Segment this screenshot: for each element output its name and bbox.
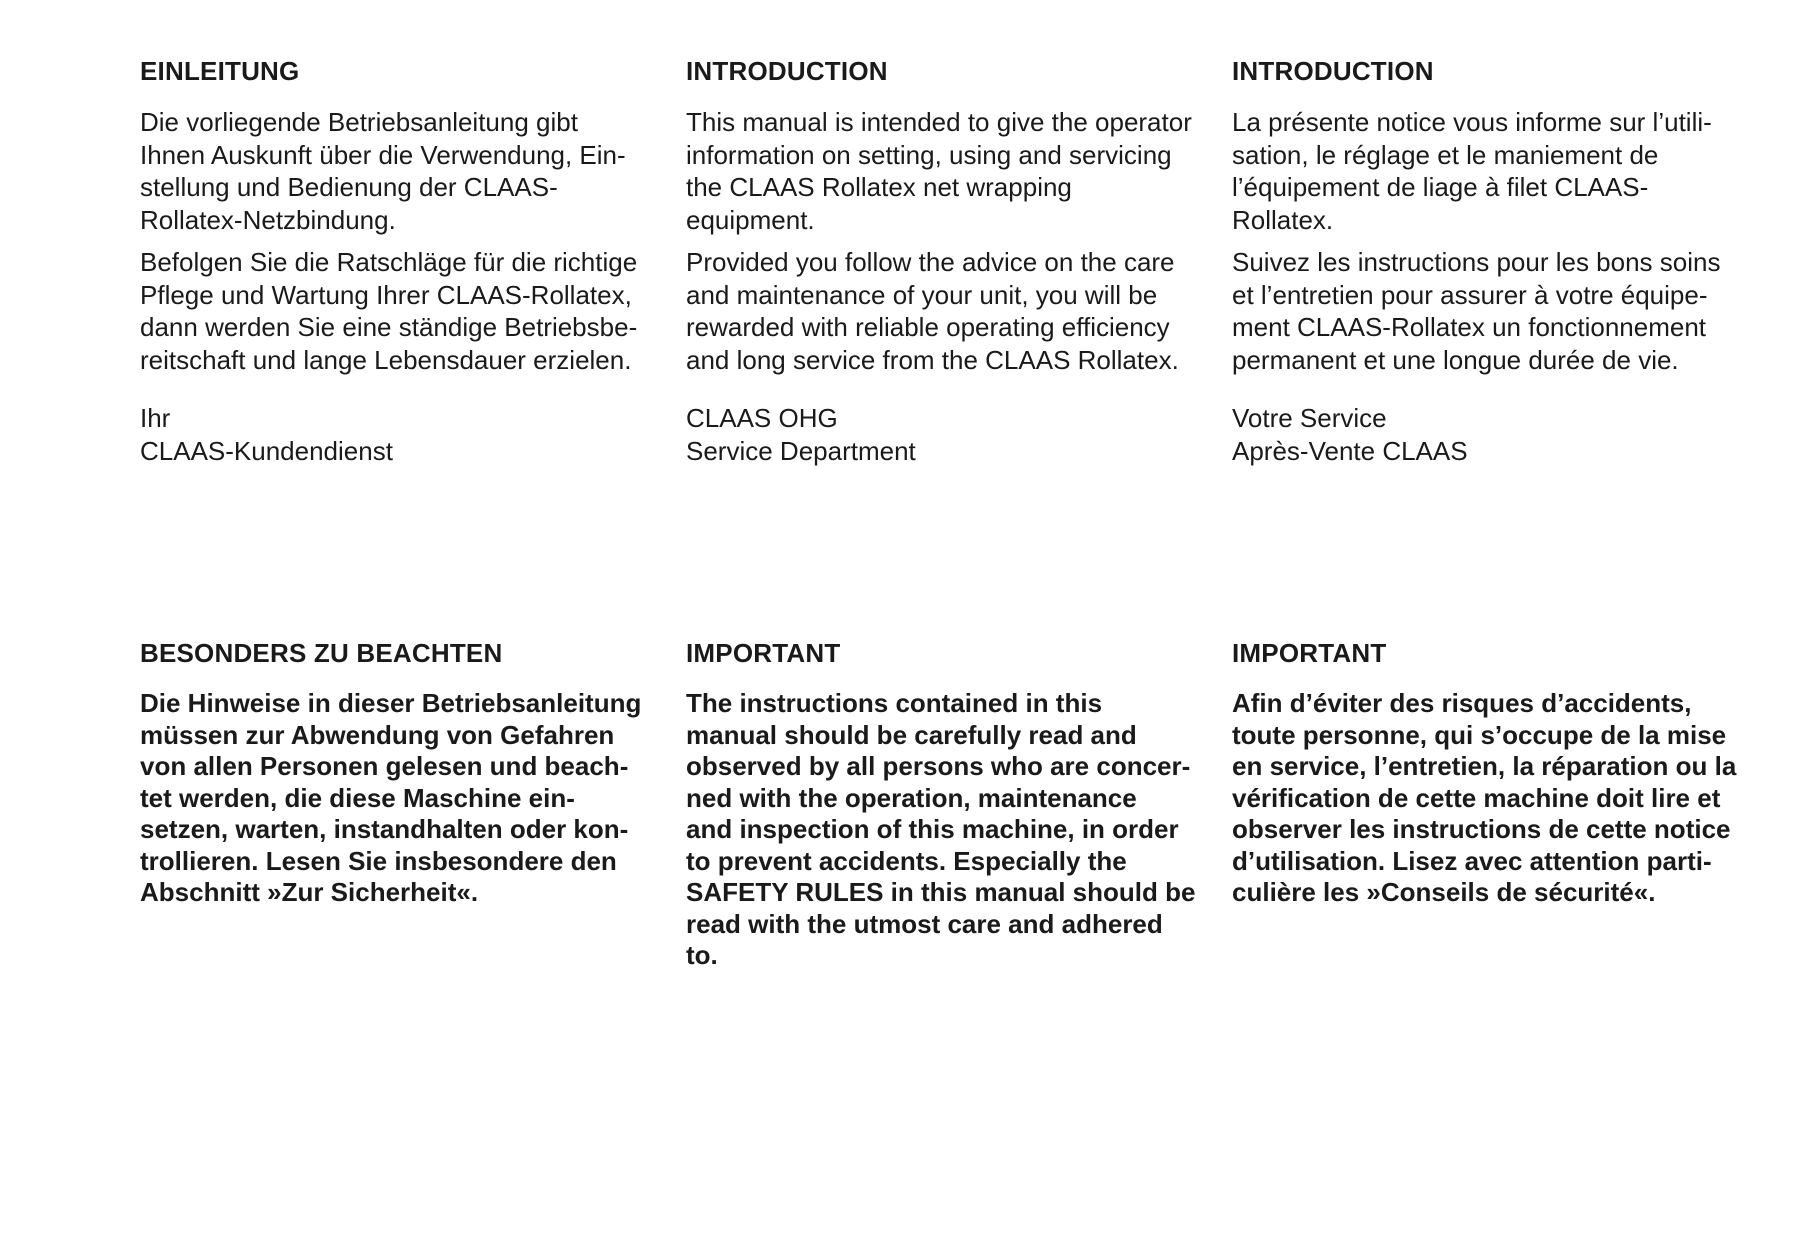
important-french xyxy=(1232,636,1752,909)
intro-signoff: CLAAS OHG Service Department xyxy=(686,403,916,466)
intro-signoff: Votre Service Après-Vente CLAAS xyxy=(1232,403,1468,466)
section-heading: INTRODUCTION xyxy=(1232,56,1434,86)
section-heading: IMPORTANT xyxy=(686,638,841,668)
important-text: Afin d’éviter des risques d’accidents, toute personne, qui s’occupe de la mise en service, l’entretien, la réparation ou la vérification de cette machine doit lire et observer les instructions de cette notice d’utilisation. Lisez avec attention parti- culière les »Conseils de sécurité«. xyxy=(1232,688,1737,907)
intro-paragraph-2: Befolgen Sie die Ratschläge für die richtige Pflege und Wartung Ihrer CLAAS-Rollatex, dann werden Sie eine ständige Betriebsbe- reitschaft und lange Lebensdauer erzielen. xyxy=(140,247,638,375)
intro-paragraph-2: Provided you follow the advice on the care and maintenance of your unit, you will be rewarded with reliable operating efficiency and long service from the CLAAS Rollatex. xyxy=(686,247,1179,375)
introduction-english xyxy=(686,54,1206,493)
important-text: Die Hinweise in dieser Betriebsanleitung müssen zur Abwendung von Gefahren von allen Personen gelesen und beach- tet werden, die diese Maschine ein- setzen, warten, instandhalten oder kon- trollieren. Lesen Sie insbesondere den Abschnitt »Zur Sicherheit«. xyxy=(140,688,642,907)
introduction-german xyxy=(140,54,660,493)
intro-paragraph-2: Suivez les instructions pour les bons soins et l’entretien pour assurer à votre équipe- ment CLAAS-Rollatex un fonctionnement permanent et une longue durée de vie. xyxy=(1232,247,1721,375)
important-text: The instructions contained in this manual should be carefully read and observed by all persons who are concer- ned with the operation, maintenance and inspection of this machine, in order to prevent accidents. Especially the SAFETY RULES in this manual should be read with the utmost care and adhered to. xyxy=(686,688,1196,970)
section-heading: EINLEITUNG xyxy=(140,56,300,86)
section-heading: BESONDERS ZU BEACHTEN xyxy=(140,638,503,668)
intro-signoff: Ihr CLAAS-Kundendienst xyxy=(140,403,393,466)
important-english xyxy=(686,636,1206,972)
important-german xyxy=(140,636,660,909)
intro-paragraph-1: This manual is intended to give the operator information on setting, using and servicing the CLAAS Rollatex net wrapping equipment. xyxy=(686,107,1192,235)
section-heading: INTRODUCTION xyxy=(686,56,888,86)
section-heading: IMPORTANT xyxy=(1232,638,1387,668)
introduction-french xyxy=(1232,54,1752,493)
intro-paragraph-1: La présente notice vous informe sur l’utili- sation, le réglage et le maniement de l’équipement de liage à filet CLAAS- Rollatex. xyxy=(1232,107,1712,235)
intro-paragraph-1: Die vorliegende Betriebsanleitung gibt Ihnen Auskunft über die Verwendung, Ein- stellung und Bedienung der CLAAS- Rollatex-Netzbindung. xyxy=(140,107,626,235)
